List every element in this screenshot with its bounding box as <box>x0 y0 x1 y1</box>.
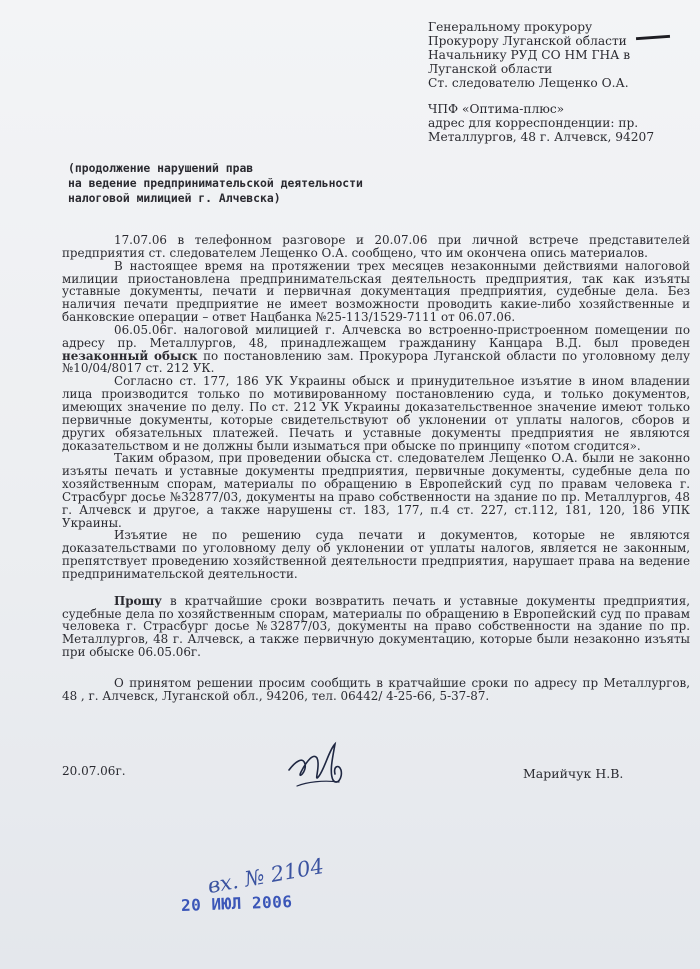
sender-line: ЧПФ «Оптима-плюс» <box>428 102 565 116</box>
paragraph-4: Согласно ст. 177, 186 УК Украины обыск и принудительное изъятие в ином владении лица производится только по мотивированному постановлению суда, и только документов, имеющих значение по делу. По ст. 212 УК Украины доказательственное значение имеют только первичные документы, которые свидетельствуют об уклонении от уплаты налогов, сборов и других обязательных платежей. Печать и уставные документы предприятия не являются доказательством и не должны были изыматься при обыске по принципу «потом сгодится». <box>62 374 690 453</box>
received-date-stamp: 20 ИЮЛ 2006 <box>180 892 293 915</box>
signer-name: Марийчук Н.В. <box>523 766 624 781</box>
addressee-line: Начальнику РУД СО НМ ГНА в <box>428 48 631 62</box>
letter-body <box>62 234 690 703</box>
addressee-line: Луганской области <box>428 62 553 76</box>
heading-line: налоговой милицией г. Алчевска) <box>68 191 281 205</box>
sender-line: адрес для корреспонденции: пр. <box>428 116 639 130</box>
paragraph-3-text: 06.05.06г. налоговой милицией г. Алчевска во встроенно-пристроенном помещении по адресу пр. Металлургов, 48, принадлежащем гражданину Канцара В.Д. был проведен <box>62 322 690 350</box>
paragraph-contact: О принятом решении просим сообщить в кратчайшие сроки по адресу пр Металлургов, 48 , г. Алчевск, Луганской обл., 94206, тел. 06442/ 4-25-66, 5-37-87. <box>62 676 690 703</box>
paragraph-1: 17.07.06 в телефонном разговоре и 20.07.06 при личной встрече представителей предприятия ст. следователем Лещенко О.А. сообщено, что им окончена опись материалов. <box>62 233 690 260</box>
document-date: 20.07.06г. <box>62 764 126 778</box>
addressee-line: Ст. следователю Лещенко О.А. <box>428 76 629 90</box>
paragraph-request <box>62 595 690 659</box>
sender-block <box>428 102 690 144</box>
paragraph-2: В настоящее время на протяжении трех месяцев незаконными действиями налоговой милиции приостановлена предпринимательская деятельность предприятия, так как изъяты уставные документы, печати и первичная документация предприятия, судебные дела. Без наличия печати предприятие не имеет возможности проводить какие-либо хозяйственные и банковские операции – ответ Нацбанка №25-113/1529-7111 от 06.07.06. <box>62 258 690 325</box>
paragraph-5: Таким образом, при проведении обыска ст. следователем Лещенко О.А. были не законно изъяты печать и уставные документы предприятия, первичные документы, судебные дела по хозяйственным спорам, материалы по обращению в Европейский суд по правам человека г. Страсбург досье №32877/03, документы на право собственности на здание по пр. Металлургов, 48 г. Алчевск и другое, а также нарушены ст. 183, 177, п.4 ст. 227, ст.112, 181, 120, 186 УПК Украины. <box>62 451 690 530</box>
paragraph-3 <box>62 324 690 375</box>
addressee-line: Прокурору Луганской области <box>428 34 627 48</box>
heading-line: на ведение предпринимательской деятельности <box>68 176 363 190</box>
sender-line: Металлургов, 48 г. Алчевск, 94207 <box>428 130 655 144</box>
illegal-search-emphasis: незаконный обыск <box>62 348 198 363</box>
addressee-block <box>428 20 690 144</box>
handwritten-signature <box>283 736 363 794</box>
request-text: в кратчайшие сроки возвратить печать и уставные документы предприятия, судебные дела по хозяйственным спорам, материалы по обращению в Европейский суд по правам человека г. Страсбург досье №32877/03, документы на право собственности на здание по пр. Металлургов, 48 г. Алчевск, а также первичную документацию, которые были незаконно изъяты при обыске 06.05.06г. <box>62 593 690 660</box>
paragraph-3-text-end: по постановлению зам. Прокурора Луганской области по уголовному делу №10/04/8017 ст. 212 УК. <box>62 348 690 376</box>
heading-line: (продолжение нарушений прав <box>68 161 254 175</box>
document-heading <box>68 161 398 206</box>
request-emphasis: Прошу <box>114 593 162 608</box>
paragraph-6: Изъятие не по решению суда печати и документов, которые не являются доказательствами по уголовному делу об уклонении от уплаты налогов, является не законным, препятствует проведению хозяйственной деятельности предприятия, нарушает права на ведение предпринимательской деятельности. <box>62 528 690 581</box>
addressee-line: Генеральному прокурору <box>428 20 593 34</box>
registration-stamp: вх. № 2104 <box>205 853 326 899</box>
